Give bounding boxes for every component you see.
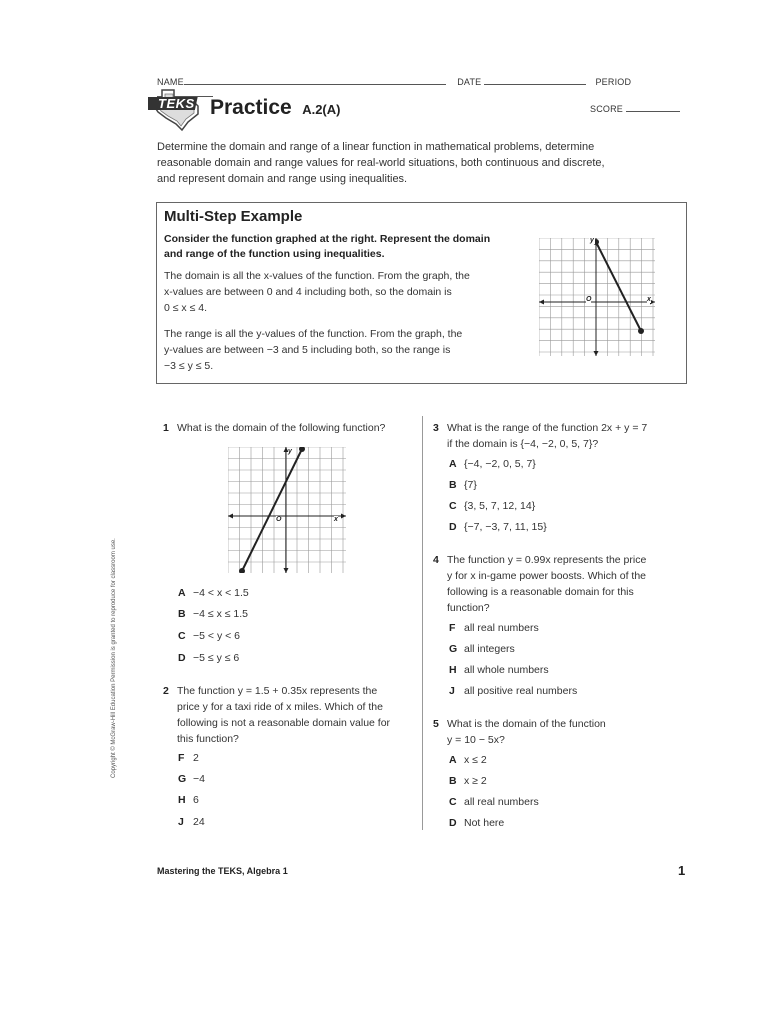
q2-option-f[interactable]: F 2: [178, 752, 199, 764]
q3-option-d[interactable]: D {−7, −3, 7, 11, 15}: [449, 521, 547, 533]
column-divider: [422, 416, 423, 830]
q3-option-a[interactable]: A {−4, −2, 0, 5, 7}: [449, 458, 536, 470]
copyright-notice: Copyright © McGraw-Hill Education Permission is granted to reproduce for classroom use.: [111, 538, 117, 778]
q1-option-a[interactable]: A −4 < x < 1.5: [178, 587, 249, 599]
q4-option-f[interactable]: F all real numbers: [449, 622, 539, 634]
multi-step-example-box: [156, 202, 687, 384]
teks-logo: [148, 86, 204, 132]
footer-book-title: Mastering the TEKS, Algebra 1: [157, 866, 288, 876]
question-2: 2 The function y = 1.5 + 0.35x represents the price y for a taxi ride of x miles. Which of the following is not a reasonable domain value for this function?: [163, 685, 391, 745]
q5-option-d[interactable]: D Not here: [449, 817, 505, 829]
q1-y-label: y: [288, 448, 292, 455]
q1-option-b[interactable]: B −4 ≤ x ≤ 1.5: [178, 608, 249, 620]
score-field: [590, 102, 680, 114]
name-blank: [184, 75, 446, 85]
q4-option-j[interactable]: J all positive real numbers: [449, 685, 578, 697]
page-title: Practice A.2(A): [210, 96, 341, 119]
logo-text: TEKS: [158, 96, 195, 111]
q1-graph: [228, 447, 346, 573]
q1-graph-svg: [228, 447, 346, 573]
score-label: SCORE: [590, 104, 624, 114]
q3-option-b[interactable]: B {7}: [449, 479, 477, 491]
example-origin-label: O: [586, 296, 592, 303]
intro-paragraph: Determine the domain and range of a linear function in mathematical problems, determine reasonable domain and range values for real-world situations, both continuous and discrete, and represent domain and range using inequalities.: [157, 141, 605, 185]
q1-x-label: x: [334, 516, 338, 523]
q2-option-j[interactable]: J 24: [178, 816, 205, 828]
q1-option-d[interactable]: D −5 ≤ y ≤ 6: [178, 652, 240, 664]
example-domain-text: The domain is all the x-values of the function. From the graph, the x-values are between 0 and 4 including both, so the domain is 0 ≤ x ≤ 4.: [164, 270, 470, 314]
question-3: 3 What is the range of the function 2x + y = 7 if the domain is {−4, −2, 0, 5, 7}?: [433, 422, 648, 450]
q5-option-c[interactable]: C all real numbers: [449, 796, 539, 808]
example-x-label: x: [647, 296, 651, 303]
date-blank: [484, 75, 586, 85]
q2-option-h[interactable]: H 6: [178, 794, 199, 806]
example-endpoint-bottom: [638, 328, 644, 334]
q3-option-c[interactable]: C {3, 5, 7, 12, 14}: [449, 500, 536, 512]
period-label: PERIOD: [595, 77, 632, 87]
score-blank: [626, 102, 680, 112]
q1-option-c[interactable]: C −5 < y < 6: [178, 630, 240, 642]
q5-option-b[interactable]: B x ≥ 2: [449, 775, 487, 787]
example-prompt: Consider the function graphed at the right. Represent the domain and range of the function using inequalities.: [164, 233, 491, 260]
example-y-label: y: [590, 237, 594, 244]
example-range-text: The range is all the y-values of the function. From the graph, the y-values are between −3 and 5 including both, so the range is −3 ≤ y ≤ 5.: [164, 328, 463, 372]
page-number: 1: [678, 863, 686, 878]
q1-origin-label: O: [276, 516, 282, 523]
standard-code: A.2(A): [302, 102, 341, 117]
question-1: 1 What is the domain of the following function?: [163, 422, 386, 434]
example-graph: [539, 238, 655, 356]
question-4: 4 The function y = 0.99x represents the price y for x in-game power boosts. Which of the following is a reasonable domain for this function?: [433, 554, 647, 614]
q4-option-h[interactable]: H all whole numbers: [449, 664, 549, 676]
name-label: NAME: [157, 77, 184, 87]
example-graph-svg: [539, 238, 655, 356]
date-label: DATE: [457, 77, 482, 87]
q5-option-a[interactable]: A x ≤ 2: [449, 754, 487, 766]
q2-option-g[interactable]: G −4: [178, 773, 205, 785]
q4-option-g[interactable]: G all integers: [449, 643, 515, 655]
example-title: Multi-Step Example: [164, 208, 303, 225]
question-5: 5 What is the domain of the function y = 10 − 5x?: [433, 718, 606, 746]
